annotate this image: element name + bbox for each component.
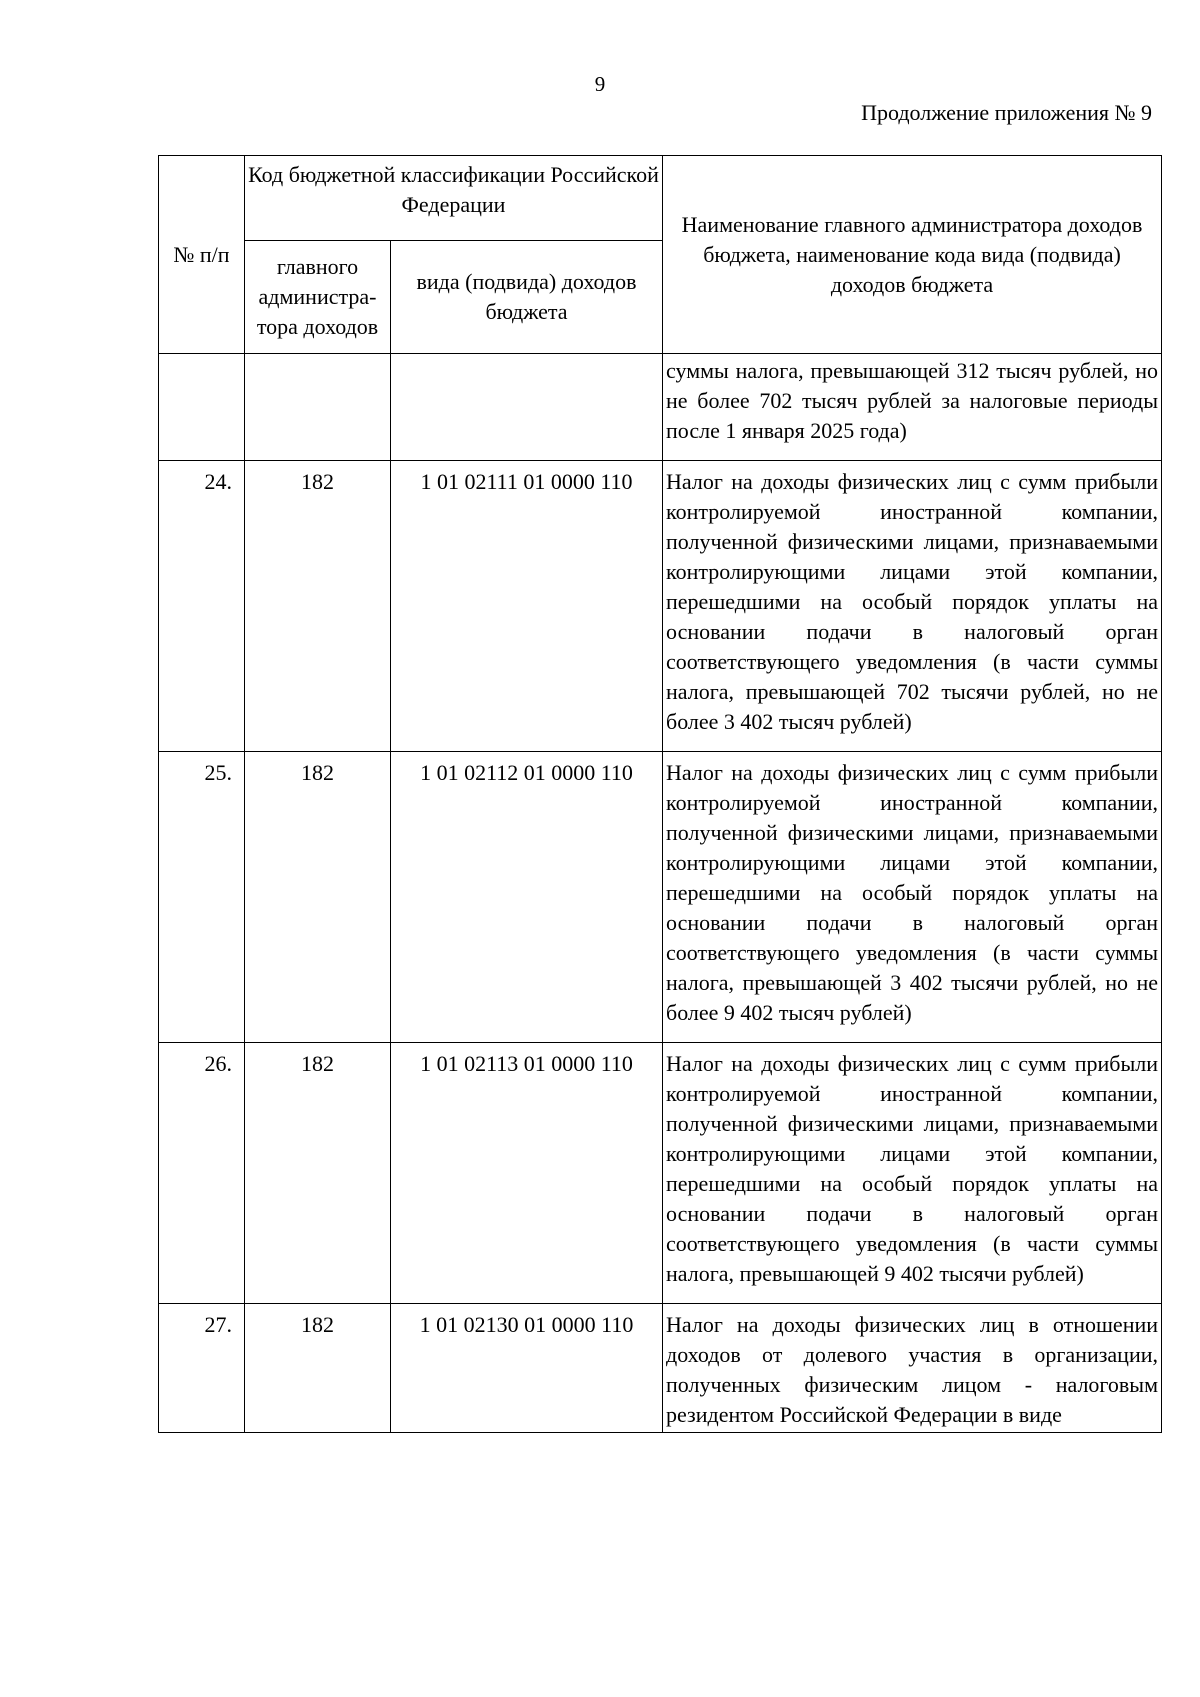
header-income-kind: вида (подвида) доходов бюджета (391, 241, 663, 354)
appendix-continuation-label: Продолжение приложения № 9 (861, 100, 1152, 125)
row-number: 27. (159, 1304, 245, 1433)
table-row (159, 1043, 1162, 1304)
row-admin-code: 182 (245, 752, 391, 1043)
row-description: Налог на доходы физических лиц с сумм прибыли контролируемой иностранной компании, полученной физическими лицами, признаваемыми контролирующими лицами этой компании, перешедшими на особый порядок уплаты на основании подачи в налоговый орган соответствующего уведомления (в части суммы налога, превышающей 9 402 тысячи рублей) (663, 1043, 1162, 1304)
table-header (159, 156, 1162, 354)
row-kbk-code: 1 01 02112 01 0000 110 (391, 752, 663, 1043)
table-row (159, 1304, 1162, 1433)
row-kbk-code: 1 01 02111 01 0000 110 (391, 461, 663, 752)
row-description: Налог на доходы физических лиц с сумм прибыли контролируемой иностранной компании, полученной физическими лицами, признаваемыми контролирующими лицами этой компании, перешедшими на особый порядок уплаты на основании подачи в налоговый орган соответствующего уведомления (в части суммы налога, превышающей 3 402 тысячи рублей, но не более 9 402 тысяч рублей) (663, 752, 1162, 1043)
table-row (159, 354, 1162, 461)
row-number (159, 354, 245, 461)
header-row-number: № п/п (159, 156, 245, 354)
row-number: 26. (159, 1043, 245, 1304)
row-number: 24. (159, 461, 245, 752)
row-kbk-code (391, 354, 663, 461)
header-admin-code: главного администра-тора доходов (245, 241, 391, 354)
budget-classification-table (158, 155, 1162, 1433)
row-admin-code: 182 (245, 461, 391, 752)
row-kbk-code: 1 01 02113 01 0000 110 (391, 1043, 663, 1304)
row-admin-code: 182 (245, 1304, 391, 1433)
row-description: Налог на доходы физических лиц с сумм прибыли контролируемой иностранной компании, полученной физическими лицами, признаваемыми контролирующими лицами этой компании, перешедшими на особый порядок уплаты на основании подачи в налоговый орган соответствующего уведомления (в части суммы налога, превышающей 702 тысячи рублей, но не более 3 402 тысяч рублей) (663, 461, 1162, 752)
row-description: Налог на доходы физических лиц в отношении доходов от долевого участия в организации, полученных физическим лицом - налоговым резидентом Российской Федерации в виде (663, 1304, 1162, 1433)
header-name: Наименование главного администратора доходов бюджета, наименование кода вида (подвида) доходов бюджета (663, 156, 1162, 354)
row-admin-code: 182 (245, 1043, 391, 1304)
table-row (159, 461, 1162, 752)
header-kbk-group: Код бюджетной классификации Российской Федерации (245, 156, 663, 241)
table-row (159, 752, 1162, 1043)
row-admin-code (245, 354, 391, 461)
table-body (159, 354, 1162, 1433)
page-number: 9 (594, 72, 606, 96)
row-kbk-code: 1 01 02130 01 0000 110 (391, 1304, 663, 1433)
row-number: 25. (159, 752, 245, 1043)
row-description: суммы налога, превышающей 312 тысяч рублей, но не более 702 тысяч рублей за налоговые периоды после 1 января 2025 года) (663, 354, 1162, 461)
